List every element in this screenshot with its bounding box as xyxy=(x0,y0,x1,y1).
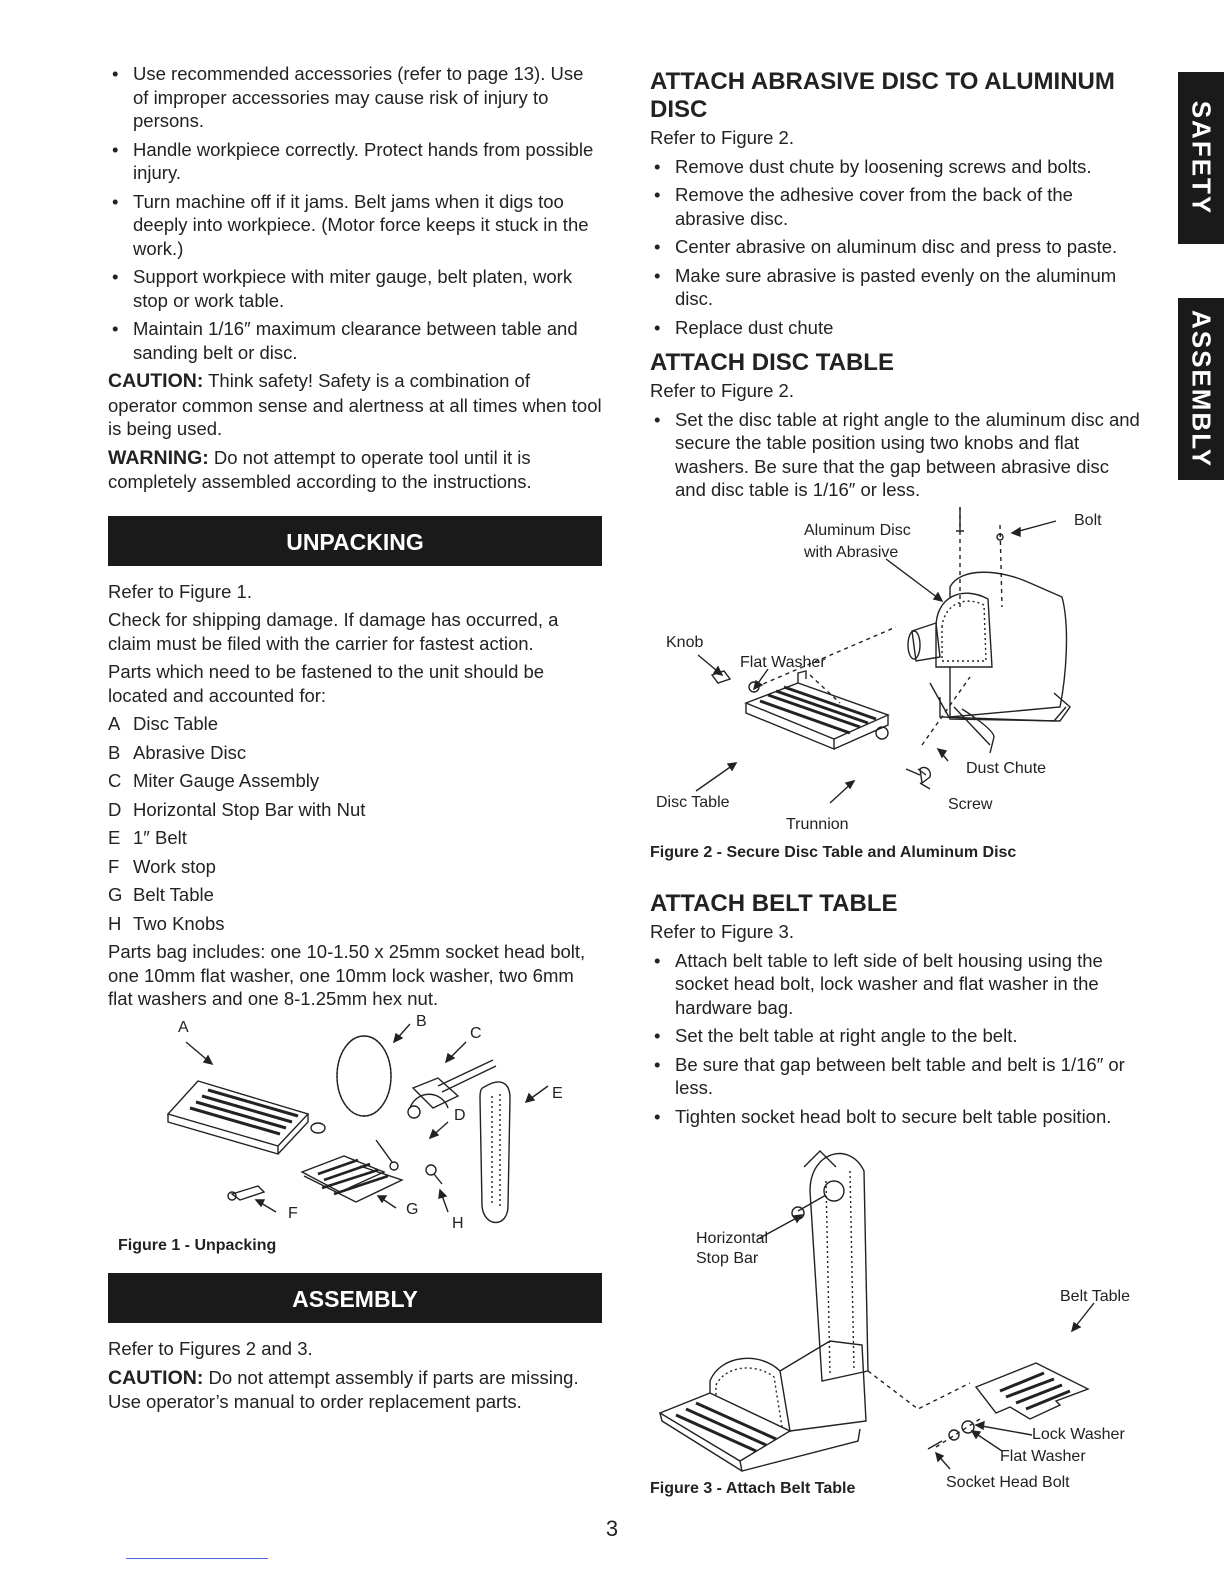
list-item: • Set the belt table at right angle to the belt. xyxy=(650,1024,1142,1048)
list-item: G Belt Table xyxy=(108,884,214,905)
fig2-label-with-abrasive: with Abrasive xyxy=(804,543,899,561)
fig2-label-bolt: Bolt xyxy=(1074,511,1102,529)
list-item: F Work stop xyxy=(108,855,216,877)
fig1-label-g: G xyxy=(406,1200,419,1218)
fig3-label-flat-washer: Flat Washer xyxy=(1000,1448,1086,1465)
disc-table-bullets xyxy=(650,408,1142,502)
list-item: • Set the disc table at right angle to the aluminum disc and secure the table position using two knobs and flat washers. Be sure that the gap between abrasive disc and disc table is 1/16″ or less. xyxy=(650,408,1142,502)
list-item: • Turn machine off if it jams. Belt jams when it digs too deeply into workpiece. (Motor force keeps it stuck in the work.) xyxy=(108,190,602,261)
list-item: A Disc Table xyxy=(108,713,219,734)
list-item: C Miter Gauge Assembly xyxy=(108,770,320,791)
warning-text: Do not attempt to operate tool until it is completely assembled according to the instructions. xyxy=(108,446,532,492)
list-item: • Maintain 1/16″ maximum clearance between table and sanding belt or disc. xyxy=(108,317,602,364)
figure-2-disc-table xyxy=(650,507,1142,837)
fig3-label-socket-head-bolt: Socket Head Bolt xyxy=(946,1474,1070,1491)
footer-line xyxy=(126,1558,268,1559)
fig1-label-e: E xyxy=(552,1084,563,1102)
figure-1-caption: Figure 1 - Unpacking xyxy=(118,1236,277,1254)
fig2-label-flat-washer: Flat Washer xyxy=(740,653,826,671)
list-item: • Tighten socket head bolt to secure belt table position. xyxy=(650,1105,1142,1129)
unpacking-banner: UNPACKING xyxy=(108,516,602,566)
caution-label: CAUTION: xyxy=(108,1366,204,1389)
list-item: • Use recommended accessories (refer to page 13). Use of improper accessories may cause risk of injury to persons. xyxy=(108,62,602,133)
caution-paragraph xyxy=(108,369,602,441)
assembly-caution xyxy=(108,1366,602,1414)
fig1-label-h: H xyxy=(452,1214,464,1232)
safety-bullets xyxy=(108,62,602,364)
warning-label: WARNING: xyxy=(108,446,209,469)
parts-list xyxy=(108,712,602,935)
fig1-label-c: C xyxy=(470,1024,482,1042)
fig3-label-horizontal: Horizontal xyxy=(696,1230,769,1247)
section-title-abrasive: ATTACH ABRASIVE DISC TO ALUMINUM DISC xyxy=(650,68,1115,123)
figure-1-unpacking xyxy=(108,1012,602,1238)
abrasive-bullets xyxy=(650,155,1142,340)
assembly-refer: Refer to Figures 2 and 3. xyxy=(108,1338,313,1359)
fig3-label-belt-table: Belt Table xyxy=(1060,1288,1130,1305)
tab-safety: SAFETY xyxy=(1178,72,1224,244)
unpacking-illustration xyxy=(108,1016,602,1238)
list-item: • Make sure abrasive is pasted evenly on the aluminum disc. xyxy=(650,264,1142,311)
list-item: H Two Knobs xyxy=(108,912,225,934)
fig2-label-knob: Knob xyxy=(666,633,704,651)
fig3-label-stop-bar: Stop Bar xyxy=(696,1250,759,1267)
list-item: D Horizontal Stop Bar with Nut xyxy=(108,798,366,820)
left-column xyxy=(108,62,602,1419)
fig1-label-f: F xyxy=(288,1204,298,1222)
list-item: • Replace dust chute xyxy=(650,316,1142,340)
parts-bag-text: Parts bag includes: one 10-1.50 x 25mm socket head bolt, one 10mm flat washer, one 10mm lock washer, two 6mm flat washers and one 8-1.25mm hex nut. xyxy=(108,941,586,1009)
list-item: • Be sure that gap between belt table and belt is 1/16″ or less. xyxy=(650,1053,1142,1100)
fig2-label-disc-table: Disc Table xyxy=(656,793,730,811)
list-item: • Attach belt table to left side of belt housing using the socket head bolt, lock washer and flat washer in the hardware bag. xyxy=(650,949,1142,1020)
figure-3-belt-table xyxy=(650,1131,1142,1497)
list-item: B Abrasive Disc xyxy=(108,741,247,763)
figure-3-caption: Figure 3 - Attach Belt Table xyxy=(650,1480,856,1497)
right-column xyxy=(650,68,1142,1497)
abrasive-refer: Refer to Figure 2. xyxy=(650,127,794,148)
list-item: • Support workpiece with miter gauge, belt platen, work stop or work table. xyxy=(108,265,602,312)
assembly-banner: ASSEMBLY xyxy=(108,1273,602,1323)
fig2-label-screw: Screw xyxy=(948,795,993,813)
fig3-label-lock-washer: Lock Washer xyxy=(1032,1426,1125,1443)
warning-paragraph xyxy=(108,446,602,494)
list-item: E 1″ Belt xyxy=(108,827,187,848)
list-item: • Remove the adhesive cover from the back of the abrasive disc. xyxy=(650,183,1142,230)
unpacking-p2: Parts which need to be fastened to the unit should be located and accounted for: xyxy=(108,661,545,706)
belt-table-bullets xyxy=(650,949,1142,1129)
caution-text: Think safety! Safety is a combination of operator common sense and alertness at all times when tool is being used. xyxy=(108,370,602,439)
fig1-label-b: B xyxy=(416,1012,427,1030)
belt-table-refer: Refer to Figure 3. xyxy=(650,921,794,942)
section-title-belt-table: ATTACH BELT TABLE xyxy=(650,890,898,917)
figure-2-caption: Figure 2 - Secure Disc Table and Aluminum Disc xyxy=(650,843,1017,861)
list-item: • Center abrasive on aluminum disc and press to paste. xyxy=(650,235,1142,259)
caution-label: CAUTION: xyxy=(108,370,204,392)
disc-table-refer: Refer to Figure 2. xyxy=(650,380,794,401)
unpacking-p1: Check for shipping damage. If damage has occurred, a claim must be filed with the carrier for fastest action. xyxy=(108,609,559,654)
page-number: 3 xyxy=(605,1516,619,1541)
fig2-label-trunnion: Trunnion xyxy=(786,815,849,833)
tab-assembly: ASSEMBLY xyxy=(1178,298,1224,480)
fig2-label-dust-chute: Dust Chute xyxy=(966,759,1047,777)
list-item: • Handle workpiece correctly. Protect hands from possible injury. xyxy=(108,138,602,185)
section-title-disc-table: ATTACH DISC TABLE xyxy=(650,349,894,376)
fig1-label-d: D xyxy=(454,1106,466,1124)
list-item: • Remove dust chute by loosening screws and bolts. xyxy=(650,155,1142,179)
caution-text: Do not attempt assembly if parts are missing. Use operator’s manual to order replacement parts. xyxy=(108,1366,579,1412)
unpacking-refer: Refer to Figure 1. xyxy=(108,580,252,602)
fig1-label-a: A xyxy=(178,1018,189,1036)
fig2-label-aluminum-disc: Aluminum Disc xyxy=(804,521,911,539)
